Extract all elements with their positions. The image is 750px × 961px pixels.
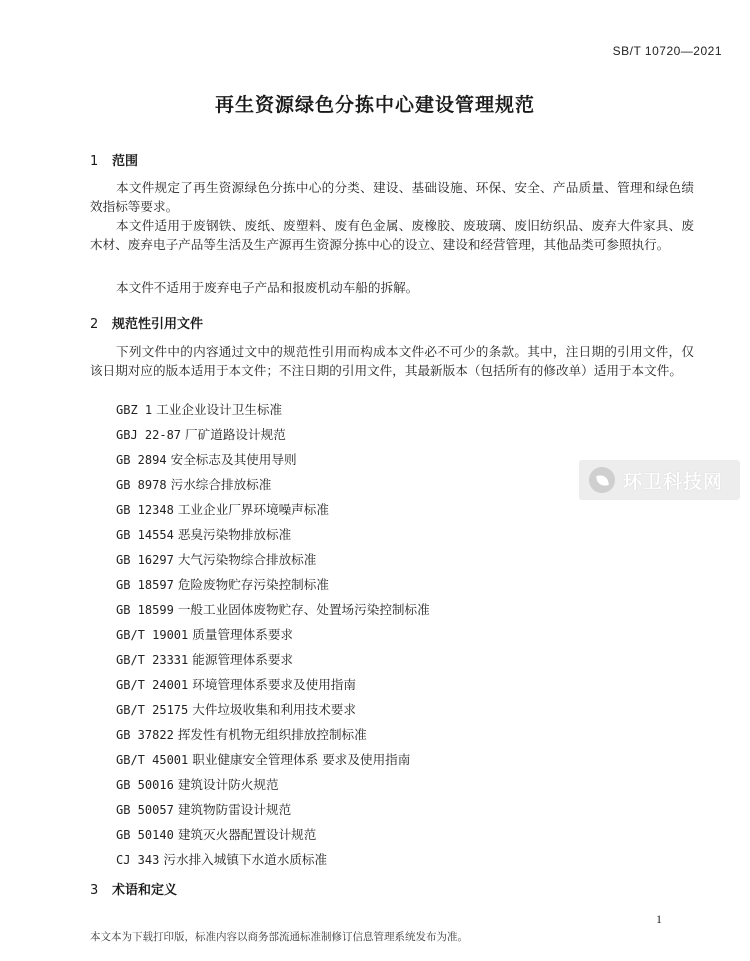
paragraph: 本文件规定了再生资源绿色分拣中心的分类、建设、基础设施、环保、安全、产品质量、管理和绿色绩效指标等要求。 [90,180,694,214]
reference-code: GB 50057 [116,803,174,817]
reference-title: 工业企业厂界环境噪声标准 [177,502,329,517]
reference-item [116,400,430,425]
reference-title: 污水综合排放标准 [170,477,272,492]
reference-item [116,800,430,825]
leaf-icon [589,467,615,493]
reference-title: 安全标志及其使用导则 [170,452,297,467]
reference-title: 建筑物防雷设计规范 [177,802,292,817]
reference-item [116,700,430,725]
reference-title: 大件垃圾收集和利用技术要求 [192,702,356,717]
section-heading-normative-references [90,313,203,332]
reference-item [116,525,430,550]
reference-code: GB 8978 [116,478,167,492]
reference-code: GB 50016 [116,778,174,792]
reference-code: GB 12348 [116,503,174,517]
reference-item [116,550,430,575]
reference-code: GB/T 25175 [116,703,189,717]
reference-code: GB/T 19001 [116,628,189,642]
reference-item [116,625,430,650]
reference-title: 工业企业设计卫生标准 [156,402,283,417]
watermark [579,460,740,500]
reference-title: 质量管理体系要求 [192,627,294,642]
reference-title: 一般工业固体废物贮存、处置场污染控制标准 [177,602,430,617]
reference-item [116,675,430,700]
section-title: 范围 [112,154,139,169]
reference-item [116,725,430,750]
reference-item [116,500,430,525]
reference-title: 挥发性有机物无组织排放控制标准 [177,727,367,742]
document-title: 再生资源绿色分拣中心建设管理规范 [214,94,535,116]
reference-title: 危险废物贮存污染控制标准 [177,577,329,592]
reference-code: GB/T 24001 [116,678,189,692]
reference-item [116,775,430,800]
footer-note: 本文本为下载打印版，标准内容以商务部流通标准制修订信息管理系统发布为准。 [90,931,468,943]
reference-item [116,850,430,875]
reference-item [116,450,430,475]
paragraph: 本文件适用于废钢铁、废纸、废塑料、废有色金属、废橡胶、废玻璃、废旧纺织品、废弃大件家具、废木材、废弃电子产品等生活及生产源再生资源分拣中心的设立、建设和经营管理，其他品类可参照执行。 [90,218,694,252]
reference-title: 建筑设计防火规范 [177,777,279,792]
section-title: 规范性引用文件 [112,317,204,332]
reference-code: GBJ 22-87 [116,428,182,442]
reference-title: 能源管理体系要求 [192,652,294,667]
reference-code: GB 18597 [116,578,174,592]
reference-code: CJ 343 [116,853,160,867]
reference-item [116,425,430,450]
section-number: 3 [90,883,99,898]
reference-code: GB 14554 [116,528,174,542]
reference-title: 建筑灭火器配置设计规范 [177,827,317,842]
reference-item [116,600,430,625]
reference-title: 环境管理体系要求及使用指南 [192,677,356,692]
reference-code: GB 16297 [116,553,174,567]
reference-code: GB/T 23331 [116,653,189,667]
reference-item [116,650,430,675]
reference-item [116,825,430,850]
reference-item [116,575,430,600]
reference-code: GB 50140 [116,828,174,842]
reference-item [116,475,430,500]
reference-title: 厂矿道路设计规范 [185,427,286,442]
reference-code: GB/T 45001 [116,753,189,767]
reference-title: 大气污染物综合排放标准 [177,552,317,567]
document-code: SB/T 10720—2021 [612,44,722,58]
reference-code: GB 37822 [116,728,174,742]
reference-code: GB 2894 [116,453,167,467]
watermark-text: 环卫科技网 [623,470,724,493]
reference-item [116,750,430,775]
section-title: 术语和定义 [112,883,178,898]
paragraph: 下列文件中的内容通过文中的规范性引用而构成本文件必不可少的条款。其中，注日期的引用文件，仅该日期对应的版本适用于本文件；不注日期的引用文件，其最新版本（包括所有的修改单）适用于本文件。 [90,344,694,378]
reference-title: 污水排入城镇下水道水质标准 [163,852,328,867]
reference-title: 职业健康安全管理体系 要求及使用指南 [192,752,411,767]
section-number: 1 [90,154,99,169]
section-heading-scope [90,150,138,169]
reference-code: GBZ 1 [116,403,153,417]
paragraph: 本文件不适用于废弃电子产品和报废机动车船的拆解。 [116,280,419,295]
section-number: 2 [90,317,99,332]
reference-list [116,400,430,875]
page-number: 1 [656,912,662,926]
reference-code: GB 18599 [116,603,174,617]
reference-title: 恶臭污染物排放标准 [177,527,292,542]
section-heading-terms [90,879,177,898]
